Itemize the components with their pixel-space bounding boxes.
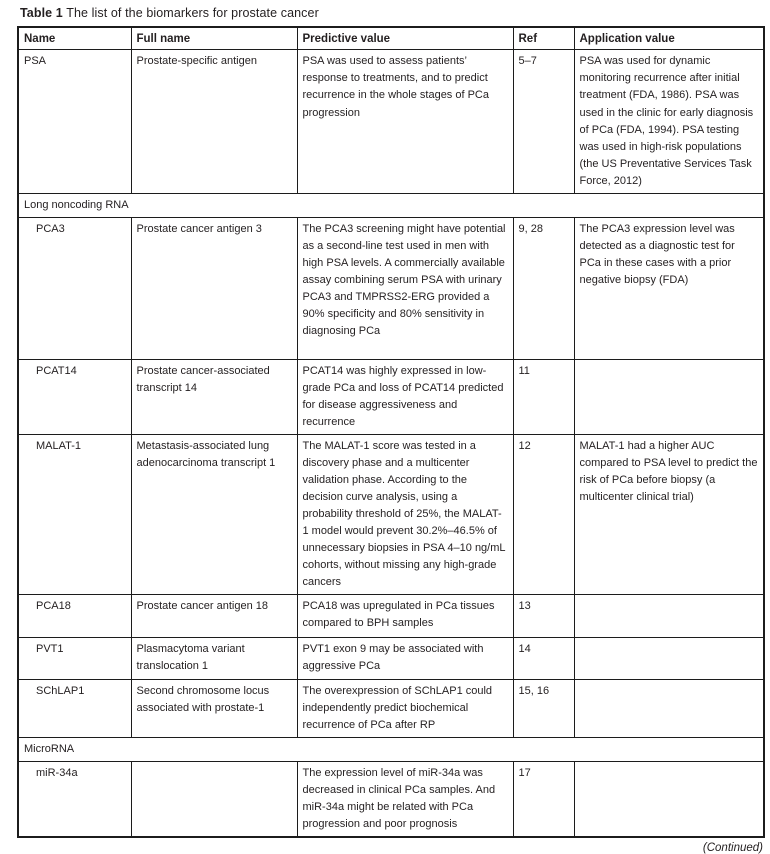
- column-header-ref: Ref: [513, 27, 574, 50]
- column-header-full-name: Full name: [131, 27, 297, 50]
- name-cell: PSA: [18, 50, 131, 193]
- column-header-name: Name: [18, 27, 131, 50]
- ref-cell: 11: [513, 359, 574, 434]
- name-cell: miR-34a: [18, 761, 131, 837]
- ref-cell: 14: [513, 638, 574, 679]
- section-label: Long noncoding RNA: [18, 193, 764, 217]
- ref-cell: 12: [513, 434, 574, 594]
- section-row-microrna: [18, 737, 764, 761]
- predictive-value-cell: PVT1 exon 9 may be associated with aggressive PCa: [297, 638, 513, 679]
- continued-note: (Continued): [702, 841, 763, 854]
- predictive-value-cell: The MALAT-1 score was tested in a discovery phase and a multicenter validation phase. According to the decision curve analysis, using a probability threshold of 25%, the MALAT-1 model would prevent 30.2%–46.5% of unnecessary biopsies in PSA 4–10 ng/mL cohorts, without missing any high-grade cancers: [297, 434, 513, 594]
- name-cell: PCAT14: [18, 359, 131, 434]
- predictive-value-cell: The expression level of miR-34a was decreased in clinical PCa samples. And miR-34a might be related with PCa progression and poor prognosis: [297, 761, 513, 837]
- table-row-pca3: [18, 217, 764, 359]
- name-cell: PCA18: [18, 595, 131, 638]
- full-name-cell: Plasmacytoma variant translocation 1: [131, 638, 297, 679]
- name-cell: PVT1: [18, 638, 131, 679]
- application-value-cell: [574, 638, 764, 679]
- column-header-predictive-value: Predictive value: [297, 27, 513, 50]
- application-value-cell: PSA was used for dynamic monitoring recurrence after initial treatment (FDA, 1986). PSA was used in the clinic for early diagnosis of PCa (FDA, 1994). PSA testing was used in high-risk populations (the US Preventative Services Task Force, 2012): [574, 50, 764, 193]
- name-cell: PCA3: [18, 217, 131, 359]
- ref-cell: 17: [513, 761, 574, 837]
- application-value-cell: The PCA3 expression level was detected as a diagnostic test for PCa in these cases with a prior negative biopsy (FDA): [574, 217, 764, 359]
- application-value-cell: [574, 761, 764, 837]
- full-name-cell: Second chromosome locus associated with prostate-1: [131, 679, 297, 737]
- table-row-pca18: [18, 595, 764, 638]
- full-name-cell: Prostate cancer antigen 18: [131, 595, 297, 638]
- ref-cell: 15, 16: [513, 679, 574, 737]
- application-value-cell: [574, 359, 764, 434]
- table-row-pcat14: [18, 359, 764, 434]
- application-value-cell: [574, 595, 764, 638]
- section-row-long-noncoding-rna: [18, 193, 764, 217]
- table-caption-label: Table 1: [20, 6, 63, 20]
- table-caption: [20, 6, 770, 20]
- table-caption-text: The list of the biomarkers for prostate cancer: [66, 6, 319, 20]
- full-name-cell: Metastasis-associated lung adenocarcinoma transcript 1: [131, 434, 297, 594]
- table-row-schlap1: [18, 679, 764, 737]
- full-name-cell: Prostate cancer-associated transcript 14: [131, 359, 297, 434]
- table-row-psa: [18, 50, 764, 193]
- ref-cell: 9, 28: [513, 217, 574, 359]
- predictive-value-cell: PSA was used to assess patients’ response to treatments, and to predict recurrence in the whole stages of PCa progression: [297, 50, 513, 193]
- section-label: MicroRNA: [18, 737, 764, 761]
- table-row-malat-1: [18, 434, 764, 594]
- biomarkers-table: [17, 26, 765, 838]
- predictive-value-cell: The PCA3 screening might have potential as a second-line test used in men with high PSA levels. A commercially available assay combining serum PSA with urinary PCA3 and TMPRSS2-ERG provided a 90% specificity and 80% sensitivity in diagnosing PCa: [297, 217, 513, 359]
- application-value-cell: [574, 679, 764, 737]
- ref-cell: 13: [513, 595, 574, 638]
- application-value-cell: MALAT-1 had a higher AUC compared to PSA level to predict the risk of PCa before biopsy (a multicenter clinical trial): [574, 434, 764, 594]
- predictive-value-cell: PCAT14 was highly expressed in low-grade PCa and loss of PCAT14 predicted for disease aggressiveness and recurrence: [297, 359, 513, 434]
- table-row-pvt1: [18, 638, 764, 679]
- full-name-cell: [131, 761, 297, 837]
- ref-cell: 5–7: [513, 50, 574, 193]
- table-row-mir-34a: [18, 761, 764, 837]
- column-header-application-value: Application value: [574, 27, 764, 50]
- predictive-value-cell: The overexpression of SChLAP1 could independently predict biochemical recurrence of PCa after RP: [297, 679, 513, 737]
- name-cell: SChLAP1: [18, 679, 131, 737]
- predictive-value-cell: PCA18 was upregulated in PCa tissues compared to BPH samples: [297, 595, 513, 638]
- name-cell: MALAT-1: [18, 434, 131, 594]
- full-name-cell: Prostate cancer antigen 3: [131, 217, 297, 359]
- full-name-cell: Prostate-specific antigen: [131, 50, 297, 193]
- header-row: [18, 27, 764, 50]
